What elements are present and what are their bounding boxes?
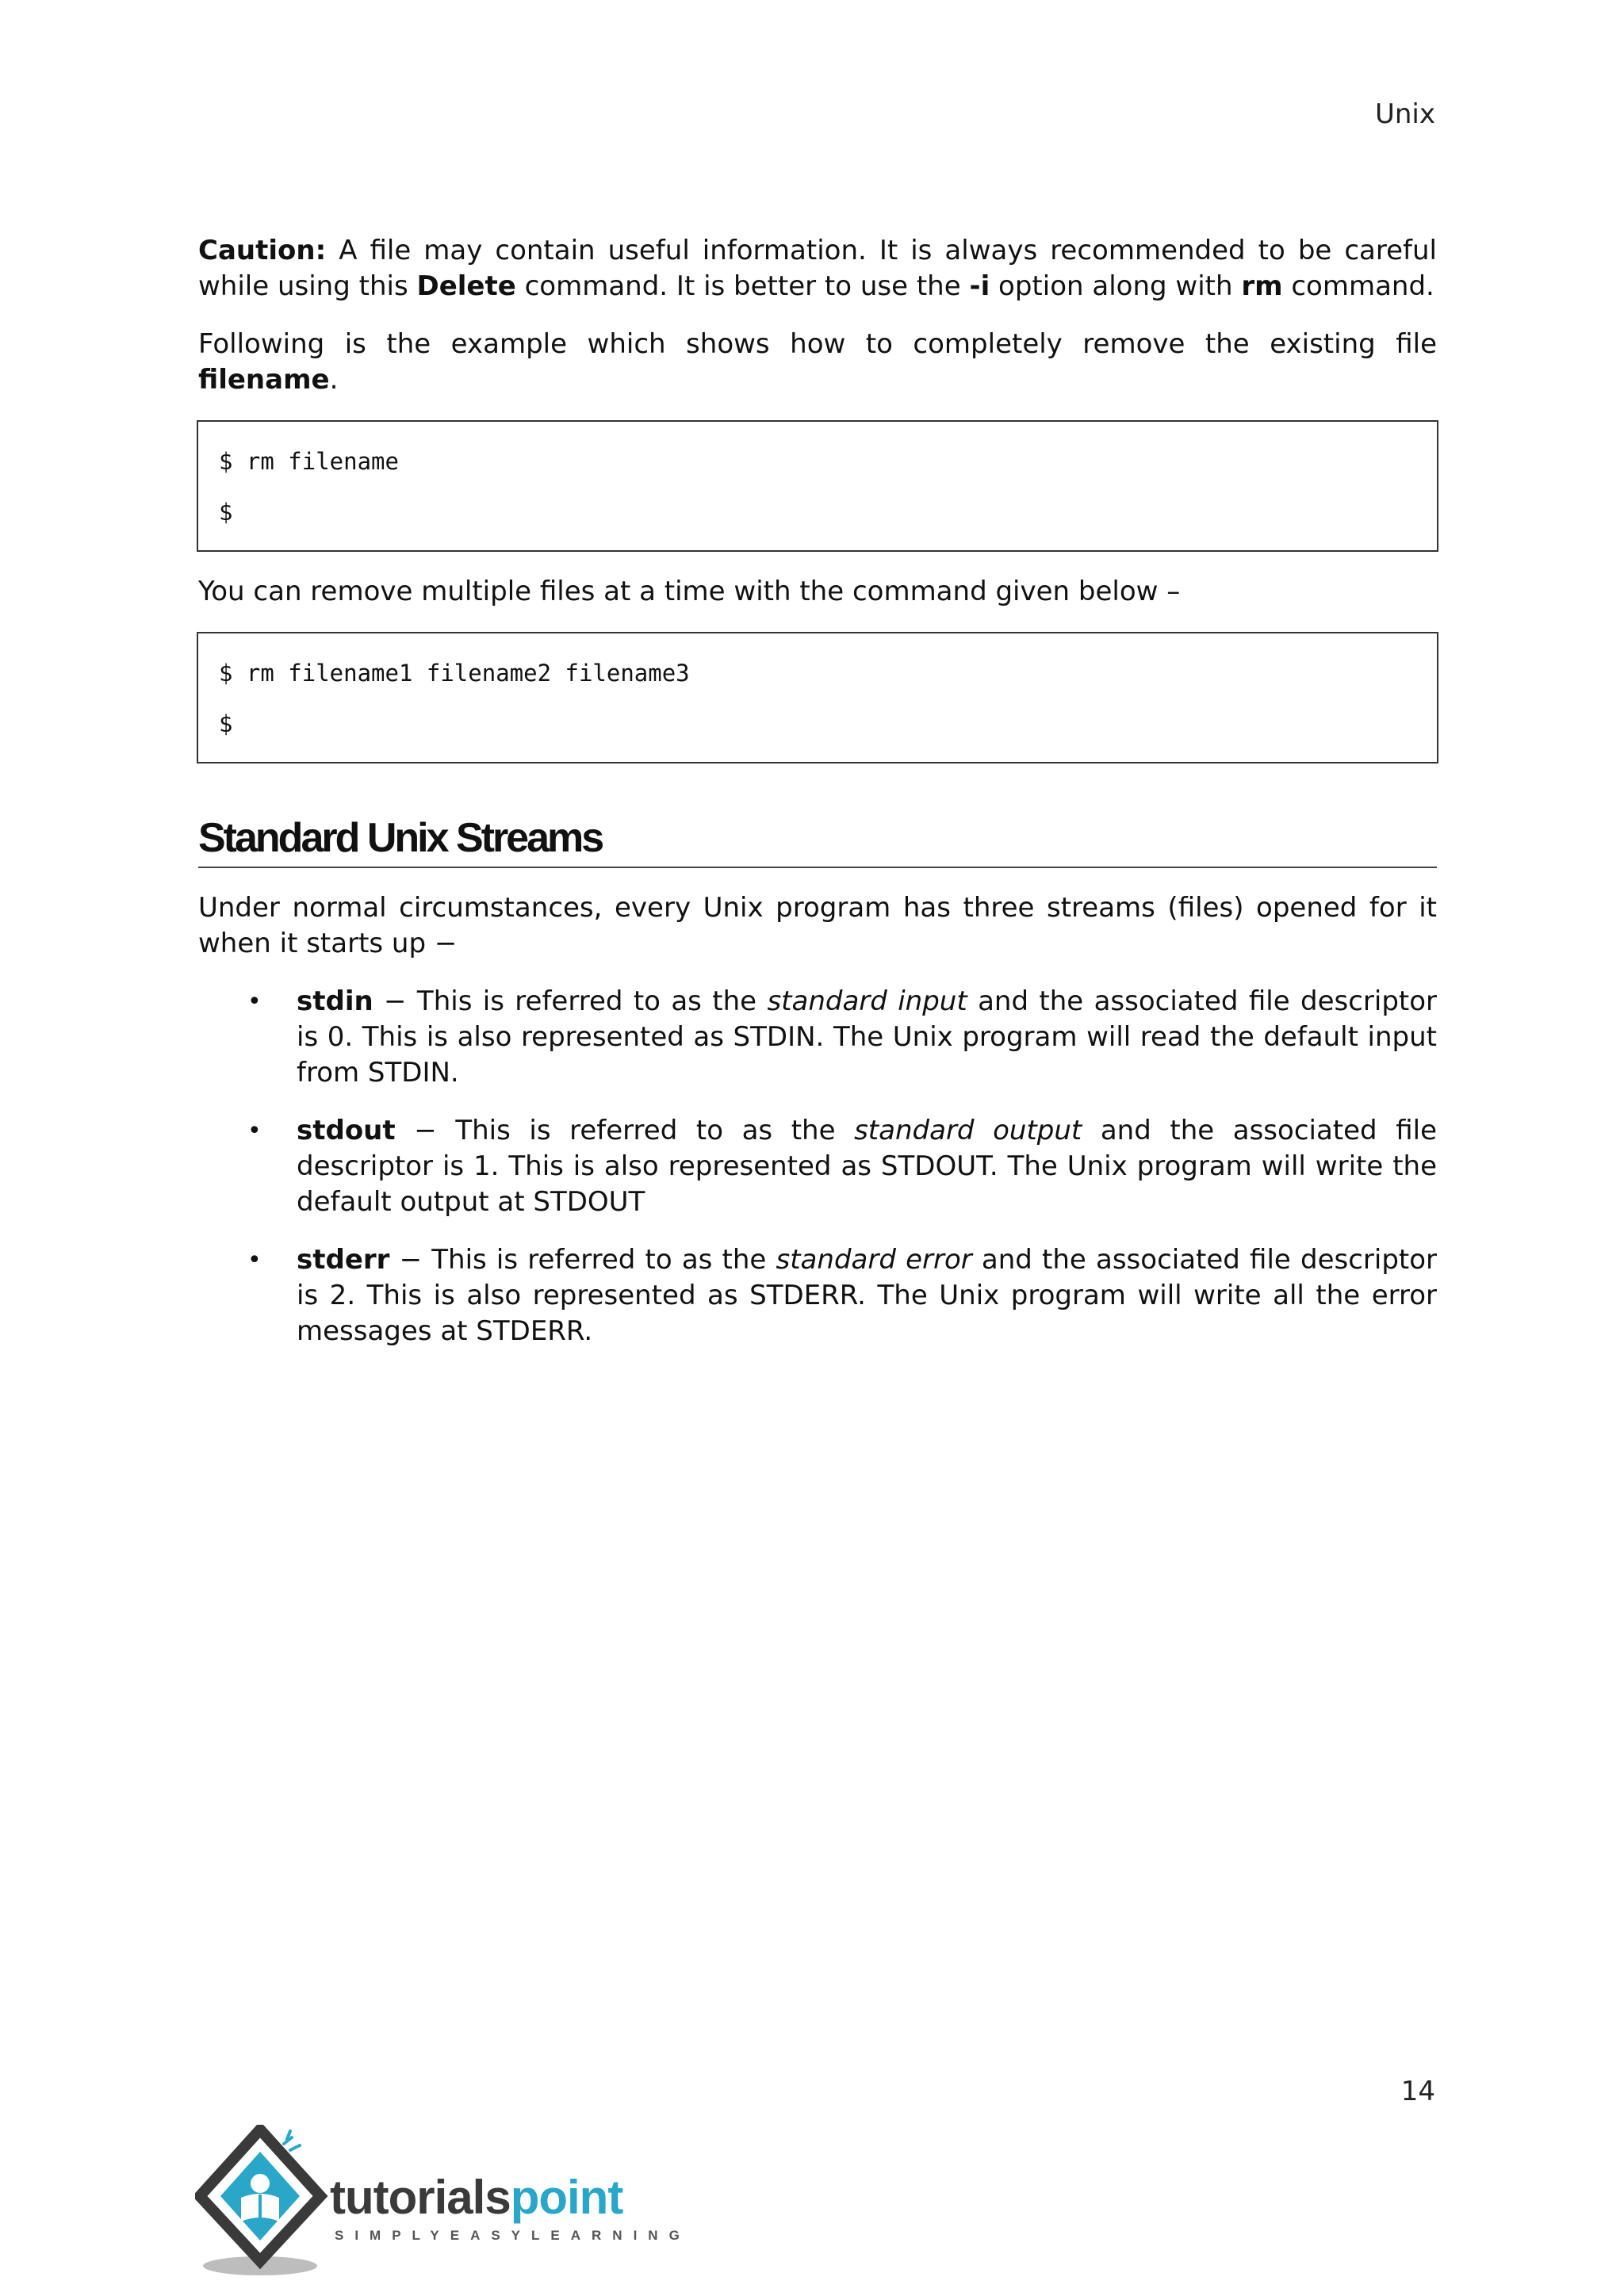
stream-emphasis: standard input	[767, 985, 967, 1017]
example-intro-text: Following is the example which shows how to completely remove the existing file	[198, 328, 1437, 360]
example-intro-paragraph	[198, 327, 1437, 398]
caution-text-3: option along with	[990, 270, 1242, 302]
logo-word-dark: tutorials	[330, 2171, 511, 2224]
code-line: $	[219, 710, 233, 737]
stream-term: stderr	[297, 1244, 390, 1276]
caution-label: Caution:	[198, 235, 327, 266]
caution-text-4: command.	[1282, 270, 1434, 302]
stream-text-1: − This is referred to as the	[389, 1244, 776, 1276]
example-intro-end: .	[329, 364, 339, 396]
logo-wordmark	[330, 2171, 623, 2224]
list-item-stdin	[198, 984, 1437, 1091]
stream-emphasis: standard output	[854, 1115, 1082, 1146]
rm-term: rm	[1241, 270, 1283, 302]
list-item-stderr	[198, 1242, 1437, 1349]
caution-paragraph	[198, 233, 1437, 304]
multi-remove-paragraph: You can remove multiple files at a time with the command given below –	[198, 576, 1181, 607]
stream-text-2: and the associated file descriptor is 0. This is also represented as STDIN. The Unix program will read the default input from STDIN.	[297, 985, 1438, 1089]
option-term: -i	[969, 270, 990, 302]
tutorialspoint-logo	[195, 2125, 691, 2286]
section-intro-paragraph: Under normal circumstances, every Unix program has three streams (files) opened for it when it starts up −	[198, 892, 1437, 959]
stream-text-2: and the associated file descriptor is 2. This is also represented as STDERR. The Unix program will write all the error messages at STDERR.	[297, 1244, 1438, 1347]
stream-term: stdin	[297, 985, 373, 1017]
page-content	[198, 233, 1437, 1372]
filename-term: filename	[198, 364, 330, 396]
caution-text-1: A file may contain useful information. It is always recommended to be careful while using this	[198, 235, 1437, 302]
stream-emphasis: standard error	[776, 1244, 972, 1276]
list-item-stdout	[198, 1113, 1437, 1220]
logo-tagline: SIMPLYEASYLEARNING	[335, 2228, 691, 2243]
bullet-icon: •	[247, 1246, 262, 1274]
section-heading: Standard Unix Streams	[198, 814, 1437, 868]
tutorialspoint-logo-icon	[195, 2125, 330, 2283]
stream-text-2: and the associated file descriptor is 1. This is also represented as STDOUT. The Unix program will write the default output at STDOUT	[297, 1115, 1437, 1218]
code-line: $ rm filename1 filename2 filename3	[219, 660, 690, 687]
delete-term: Delete	[416, 270, 516, 302]
stream-term: stdout	[297, 1115, 396, 1146]
bullet-icon: •	[247, 1117, 262, 1145]
caution-text-2: command. It is better to use the	[515, 270, 970, 302]
logo-word-teal: point	[510, 2171, 623, 2224]
code-line: $ rm filename	[219, 448, 399, 475]
streams-list	[198, 984, 1437, 1349]
page-header-title: Unix	[1374, 98, 1435, 130]
stream-text-1: − This is referred to as the	[373, 985, 768, 1017]
code-block-rm-single	[197, 420, 1438, 552]
stream-text-1: − This is referred to as the	[395, 1115, 855, 1146]
page-number: 14	[1400, 2076, 1435, 2107]
code-block-rm-multiple	[197, 632, 1438, 763]
bullet-icon: •	[247, 988, 262, 1016]
code-line: $	[219, 499, 233, 526]
